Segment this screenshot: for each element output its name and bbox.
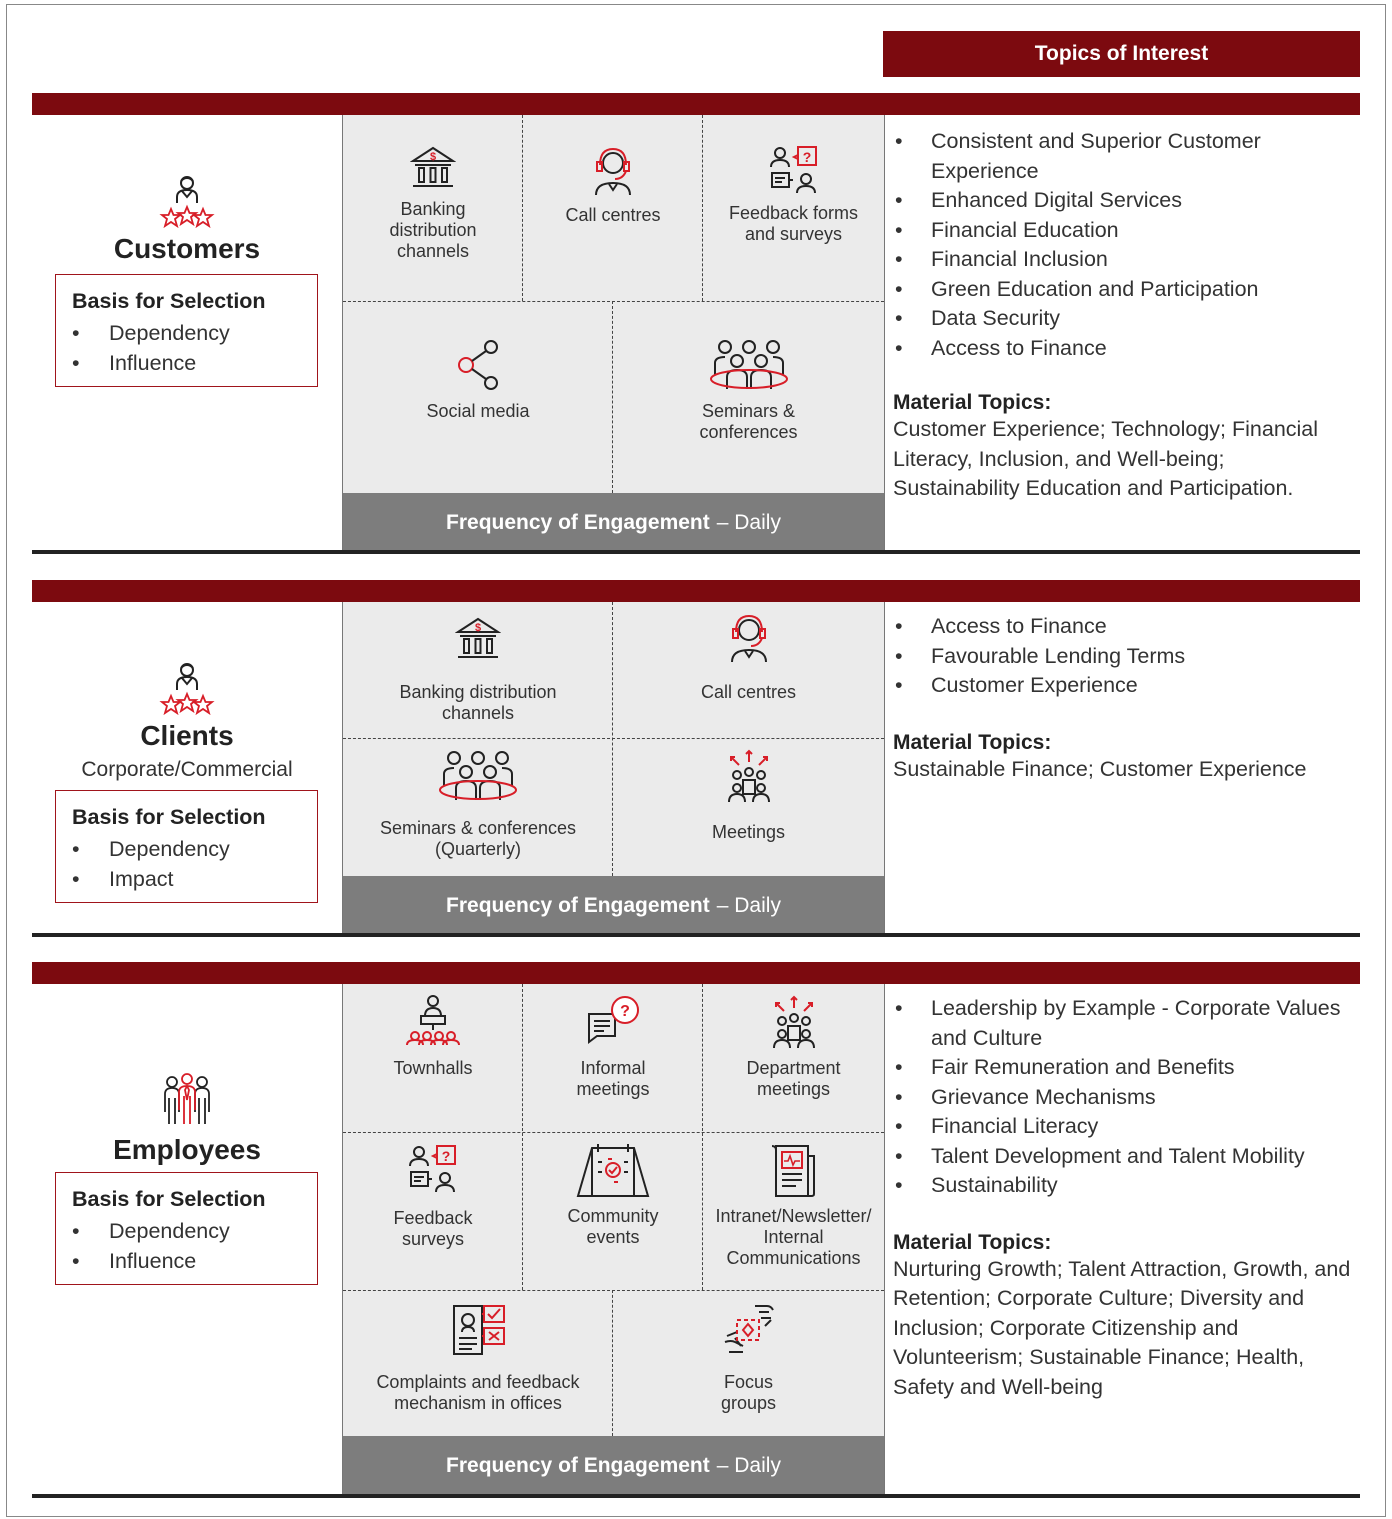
divider	[343, 301, 884, 302]
stakeholder-panel	[32, 173, 342, 265]
channel-item	[703, 145, 884, 245]
headset-agent-icon	[590, 145, 636, 197]
basis-item: • Impact	[72, 864, 317, 894]
engagement-channels-panel	[342, 115, 885, 553]
channel-item	[343, 145, 523, 262]
divider	[702, 115, 703, 301]
divider	[343, 738, 884, 739]
divider	[522, 115, 523, 301]
topic-item: • Data Security	[893, 304, 1353, 334]
svg-text:$: $	[429, 151, 437, 163]
topic-item: • Leadership by Example - Corporate Values and Culture	[893, 994, 1353, 1053]
channel-label: Call centres	[565, 205, 661, 225]
channel-item	[523, 1142, 703, 1248]
divider	[612, 301, 613, 493]
material-topics-title: Material Topics:	[893, 391, 1052, 414]
basis-item: • Influence	[72, 1246, 317, 1276]
divider	[343, 1132, 884, 1133]
frequency-of-engagement-bar	[343, 1436, 884, 1496]
divider	[343, 1290, 884, 1291]
svg-text:?: ?	[802, 149, 811, 165]
meeting-icon	[768, 994, 820, 1050]
frequency-of-engagement-bar	[343, 876, 884, 936]
group-icon	[436, 748, 520, 804]
headset-agent-icon	[726, 612, 772, 664]
channel-label: Banking distribution channels	[399, 682, 557, 723]
feedback-icon	[407, 1144, 459, 1194]
frequency-of-engagement-bar	[343, 493, 884, 553]
topic-item: • Favourable Lending Terms	[893, 642, 1353, 672]
customer-rating-icon	[157, 173, 217, 231]
stakeholder-panel	[32, 660, 342, 782]
bank-icon	[410, 145, 456, 191]
topics-panel	[883, 127, 1353, 504]
channel-label: Seminars & conferences	[699, 401, 798, 442]
divider	[702, 984, 703, 1290]
channel-item	[613, 1302, 884, 1414]
frequency-label: Frequency of Engagement	[446, 894, 710, 917]
divider	[522, 984, 523, 1290]
meeting-icon	[723, 748, 775, 804]
material-topics-text: Customer Experience; Technology; Financial Literacy, Inclusion, and Well-being; Sustainability Education and Participation.	[893, 417, 1319, 500]
channel-item	[523, 145, 703, 226]
section-bar	[32, 962, 1360, 984]
channel-label: Social media	[426, 401, 530, 421]
channel-item	[613, 337, 884, 443]
channel-label: Intranet/Newsletter/ Internal Communications	[715, 1206, 872, 1268]
basis-for-selection-box	[55, 274, 318, 387]
basis-item: • Influence	[72, 348, 317, 378]
channel-label: Department meetings	[746, 1058, 841, 1099]
frequency-label: Frequency of Engagement	[446, 511, 710, 534]
channel-label: Banking distribution channels	[389, 199, 477, 261]
basis-title: Basis for Selection	[72, 1187, 266, 1211]
stakeholder-subtitle: Corporate/Commercial	[81, 758, 293, 781]
basis-item: • Dependency	[72, 318, 317, 348]
basis-title: Basis for Selection	[72, 805, 266, 829]
svg-text:?: ?	[441, 1148, 451, 1164]
basis-for-selection-box	[55, 1172, 318, 1285]
topic-item: • Fair Remuneration and Benefits	[893, 1053, 1353, 1083]
engagement-channels-panel	[342, 602, 885, 936]
speaker-podium-icon	[405, 994, 461, 1046]
material-topics-title: Material Topics:	[893, 1230, 1052, 1254]
channel-label: Community events	[567, 1206, 659, 1247]
chat-question-icon	[585, 994, 641, 1048]
divider	[612, 1290, 613, 1436]
channel-item	[343, 1144, 523, 1250]
basis-item: • Dependency	[72, 834, 317, 864]
channel-label: Call centres	[700, 682, 797, 702]
channel-label: Informal meetings	[576, 1058, 650, 1099]
engagement-channels-panel	[342, 984, 885, 1496]
basis-item: • Dependency	[72, 1216, 317, 1246]
share-icon	[453, 337, 503, 393]
frequency-label: Frequency of Engagement	[446, 1454, 710, 1477]
channel-item	[703, 994, 884, 1100]
channel-label: Focus groups	[720, 1372, 777, 1413]
customer-rating-icon	[157, 660, 217, 718]
stakeholder-name: Employees	[113, 1134, 261, 1165]
topic-item: • Financial Literacy	[893, 1112, 1353, 1142]
svg-text:$: $	[474, 622, 482, 634]
topic-item: • Sustainability	[893, 1171, 1353, 1201]
topic-item: • Enhanced Digital Services	[893, 186, 1353, 216]
channel-item	[703, 1142, 884, 1269]
topics-panel	[883, 994, 1353, 1402]
material-topics-text: Nurturing Growth; Talent Attraction, Growth, and Retention; Corporate Culture; Diversity and Inclusion; Corporate Citizenship and Volunteerism; Sustainable Finance; Health, Safety and Well-being	[893, 1256, 1351, 1399]
channel-item	[613, 612, 884, 703]
section-customers	[32, 93, 1360, 557]
frequency-value: – Daily	[716, 511, 781, 534]
channel-label: Seminars & conferences (Quarterly)	[379, 818, 577, 859]
channel-item	[343, 337, 613, 422]
newsletter-icon	[768, 1142, 820, 1198]
topic-item: • Consistent and Superior Customer Experience	[893, 127, 1353, 186]
section-bar	[32, 580, 1360, 602]
basis-title: Basis for Selection	[72, 289, 266, 313]
stakeholder-name: Clients	[140, 720, 234, 751]
stakeholder-name: Customers	[113, 233, 261, 264]
topic-item: • Grievance Mechanisms	[893, 1083, 1353, 1113]
topic-item: • Financial Education	[893, 216, 1353, 246]
topic-item: • Access to Finance	[893, 334, 1353, 364]
section-employees	[32, 962, 1360, 1504]
group-icon	[707, 337, 791, 393]
topics-panel	[883, 612, 1353, 784]
topic-item: • Green Education and Participation	[893, 275, 1353, 305]
channel-item	[343, 994, 523, 1079]
channel-item	[613, 748, 884, 843]
topic-item: • Financial Inclusion	[893, 245, 1353, 275]
basis-for-selection-box	[55, 790, 318, 903]
employees-icon	[162, 1072, 212, 1126]
calendar-icon	[574, 1142, 652, 1198]
topic-item: • Access to Finance	[893, 612, 1353, 642]
section-divider	[32, 1494, 1360, 1498]
section-divider	[32, 550, 1360, 554]
topic-item: • Talent Development and Talent Mobility	[893, 1142, 1353, 1172]
channel-item	[343, 616, 613, 724]
bank-icon	[455, 616, 501, 662]
channel-item	[343, 1302, 613, 1414]
section-clients	[32, 580, 1360, 940]
document-check-icon	[448, 1302, 508, 1358]
topic-item: • Customer Experience	[893, 671, 1353, 701]
section-bar	[32, 93, 1360, 115]
divider	[612, 602, 613, 876]
svg-text:?: ?	[620, 1003, 630, 1020]
channel-label: Feedback surveys	[393, 1208, 473, 1249]
material-topics-title: Material Topics:	[893, 730, 1052, 754]
feedback-icon	[768, 145, 820, 195]
channel-label: Meetings	[711, 822, 786, 842]
channel-label: Feedback forms and surveys	[728, 203, 859, 244]
focus-hands-icon	[721, 1302, 777, 1358]
frequency-value: – Daily	[716, 1454, 781, 1477]
channel-label: Townhalls	[393, 1058, 473, 1078]
channel-item	[343, 748, 613, 860]
topics-of-interest-header: Topics of Interest	[883, 31, 1360, 77]
frequency-value: – Daily	[716, 894, 781, 917]
material-topics-text: Sustainable Finance; Customer Experience	[893, 756, 1307, 781]
stakeholder-panel	[32, 1072, 342, 1166]
channel-item	[523, 994, 703, 1100]
section-divider	[32, 933, 1360, 937]
channel-label: Complaints and feedback mechanism in offices	[376, 1372, 580, 1413]
